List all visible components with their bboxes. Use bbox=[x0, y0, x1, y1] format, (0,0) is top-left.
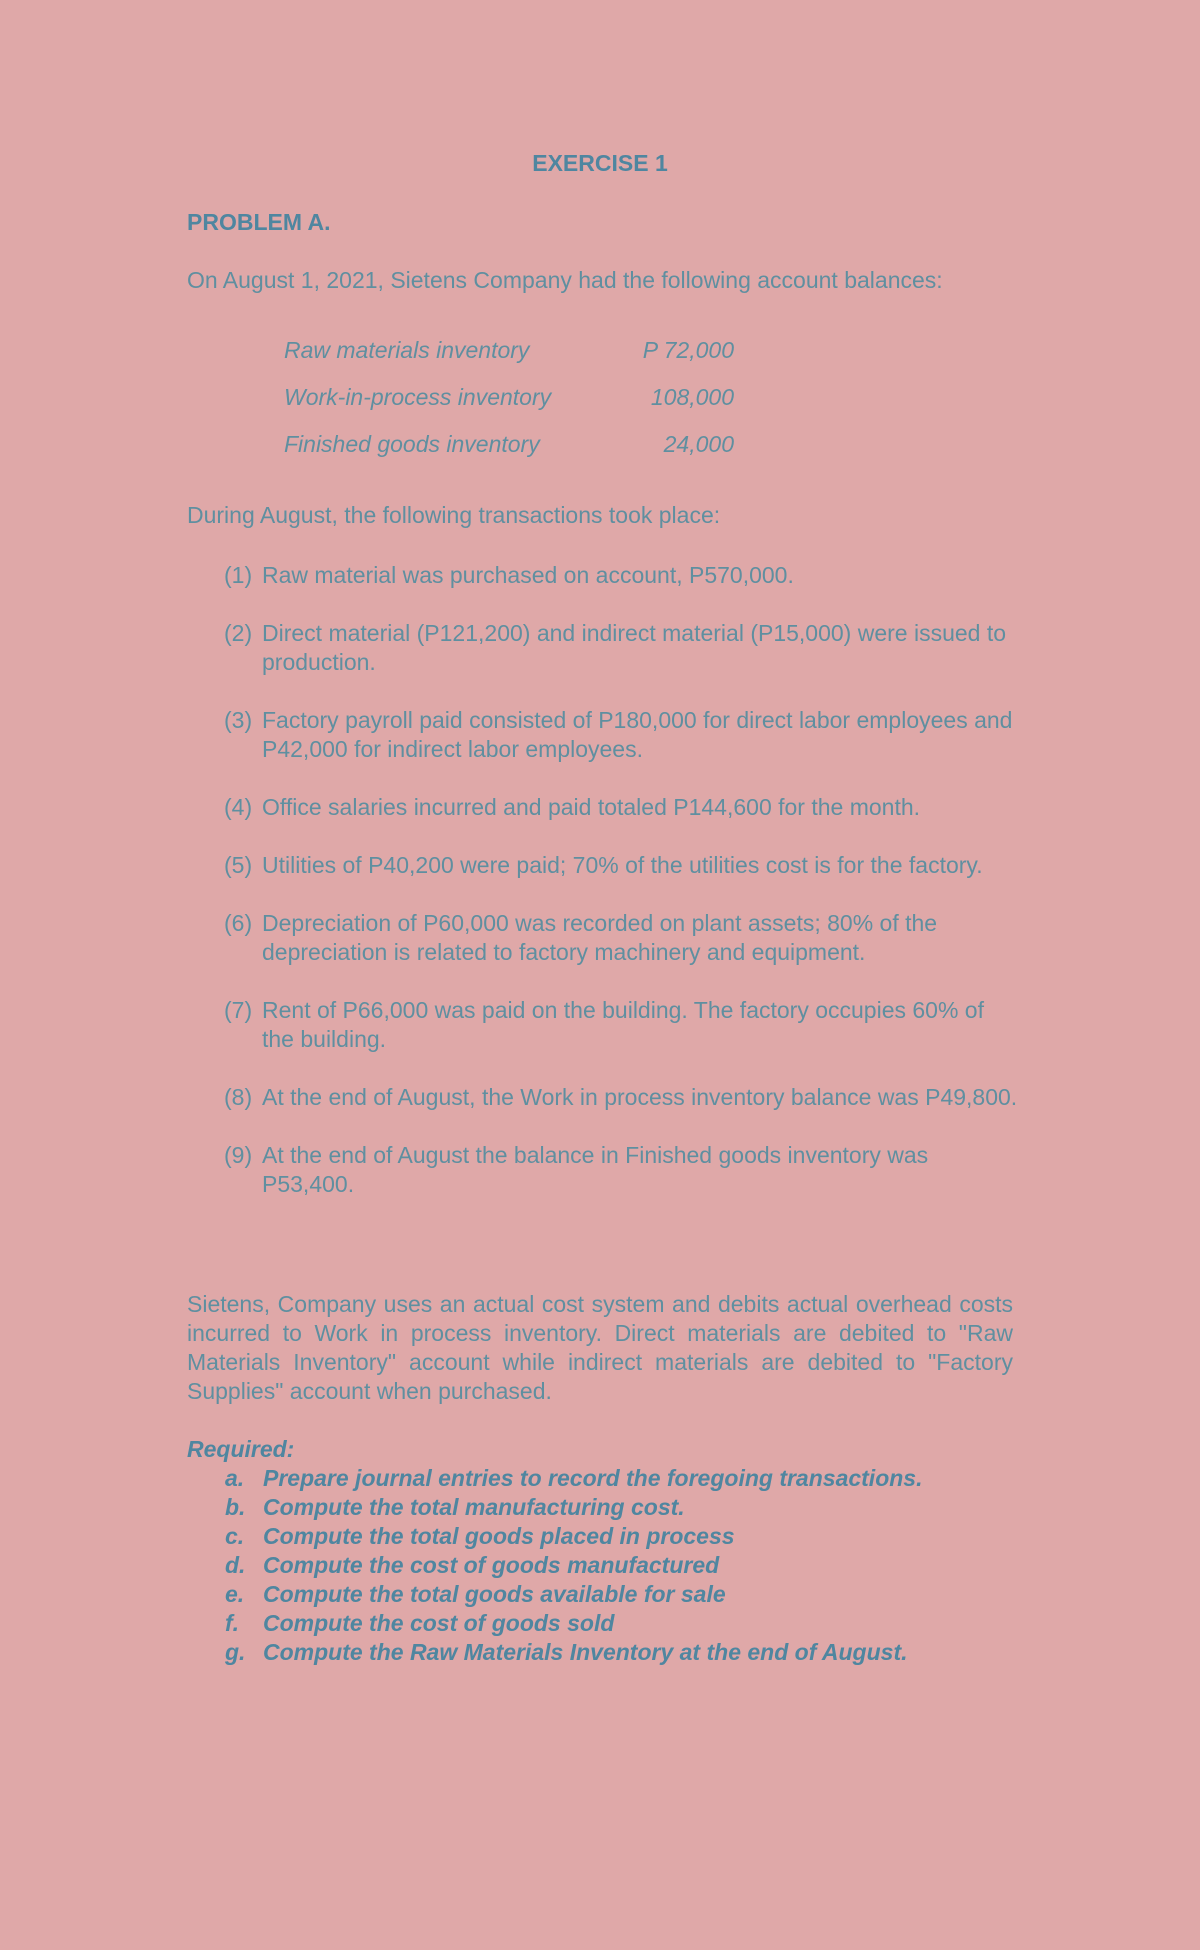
balance-row bbox=[284, 384, 734, 431]
required-item bbox=[187, 1609, 1037, 1638]
required-text: Compute the cost of goods sold bbox=[263, 1610, 615, 1636]
transaction-text: Rent of P66,000 was paid on the building. The factory occupies 60% of the building. bbox=[262, 997, 984, 1052]
required-item bbox=[187, 1464, 1037, 1493]
transaction-list bbox=[224, 561, 1024, 1228]
required-letter: f. bbox=[225, 1610, 240, 1636]
summary-paragraph: Sietens, Company uses an actual cost system and debits actual overhead costs incurred to Work in process inventory. Direct materials are debited to "Raw Materials Inventory" account while indirect materials are debited to "Factory Supplies" account when purchased. bbox=[187, 1291, 1013, 1404]
transaction-number: (7) bbox=[224, 997, 253, 1023]
transaction-item bbox=[224, 1083, 1022, 1112]
transaction-text: Raw material was purchased on account, P570,000. bbox=[262, 562, 794, 588]
transaction-item bbox=[224, 851, 1022, 880]
balance-row bbox=[284, 337, 734, 384]
intro-paragraph: On August 1, 2021, Sietens Company had the following account balances: bbox=[187, 267, 943, 293]
transaction-number: (3) bbox=[224, 707, 253, 733]
required-item bbox=[187, 1580, 1037, 1609]
balance-label: Raw materials inventory bbox=[284, 337, 530, 363]
transaction-number: (2) bbox=[224, 620, 253, 646]
exercise-title: EXERCISE 1 bbox=[532, 150, 668, 176]
required-text: Prepare journal entries to record the foregoing transactions. bbox=[263, 1465, 923, 1491]
required-letter: g. bbox=[225, 1639, 246, 1665]
required-text: Compute the cost of goods manufactured bbox=[263, 1552, 720, 1578]
transaction-text: Utilities of P40,200 were paid; 70% of the utilities cost is for the factory. bbox=[262, 852, 983, 878]
required-letter: b. bbox=[225, 1494, 246, 1520]
transaction-text: Depreciation of P60,000 was recorded on plant assets; 80% of the depreciation is related to factory machinery and equipment. bbox=[262, 910, 938, 965]
required-item bbox=[187, 1522, 1037, 1551]
required-text: Compute the Raw Materials Inventory at the end of August. bbox=[263, 1639, 908, 1665]
transaction-number: (9) bbox=[224, 1142, 253, 1168]
problem-heading: PROBLEM A. bbox=[187, 209, 331, 235]
required-heading: Required: bbox=[187, 1436, 295, 1462]
transaction-number: (1) bbox=[224, 562, 253, 588]
balance-row bbox=[284, 431, 734, 478]
required-letter: e. bbox=[225, 1581, 245, 1607]
required-letter: c. bbox=[225, 1523, 245, 1549]
transaction-item bbox=[224, 1141, 1022, 1199]
required-list bbox=[187, 1464, 1037, 1667]
required-text: Compute the total goods available for sale bbox=[263, 1581, 726, 1607]
transaction-item bbox=[224, 561, 1022, 590]
transaction-number: (6) bbox=[224, 910, 253, 936]
balance-value: 24,000 bbox=[663, 431, 734, 457]
balance-value: P 72,000 bbox=[642, 337, 734, 363]
required-letter: a. bbox=[225, 1465, 245, 1491]
transaction-text: At the end of August, the Work in process inventory balance was P49,800. bbox=[262, 1084, 1018, 1110]
required-letter: d. bbox=[225, 1552, 246, 1578]
transaction-number: (5) bbox=[224, 852, 253, 878]
required-item bbox=[187, 1638, 1037, 1667]
transaction-text: Factory payroll paid consisted of P180,000 for direct labor employees and P42,000 for indirect labor employees. bbox=[262, 707, 1013, 762]
balance-value: 108,000 bbox=[650, 384, 734, 410]
required-item bbox=[187, 1551, 1037, 1580]
balance-label: Work-in-process inventory bbox=[284, 384, 552, 410]
transaction-item bbox=[224, 793, 1022, 822]
transaction-item bbox=[224, 706, 1022, 764]
transaction-item bbox=[224, 996, 1022, 1054]
transaction-number: (4) bbox=[224, 794, 253, 820]
required-section bbox=[187, 1435, 1037, 1667]
required-text: Compute the total goods placed in process bbox=[263, 1523, 735, 1549]
transaction-text: Office salaries incurred and paid totaled P144,600 for the month. bbox=[262, 794, 921, 820]
transaction-text: Direct material (P121,200) and indirect material (P15,000) were issued to production. bbox=[262, 620, 1007, 675]
transaction-item bbox=[224, 619, 1022, 677]
required-item bbox=[187, 1493, 1037, 1522]
transaction-number: (8) bbox=[224, 1084, 253, 1110]
transaction-text: At the end of August the balance in Finished goods inventory was P53,400. bbox=[262, 1142, 929, 1197]
account-balances bbox=[284, 337, 734, 478]
during-paragraph: During August, the following transactions took place: bbox=[187, 502, 721, 528]
required-text: Compute the total manufacturing cost. bbox=[263, 1494, 685, 1520]
balance-label: Finished goods inventory bbox=[284, 431, 540, 457]
transaction-item bbox=[224, 909, 1022, 967]
